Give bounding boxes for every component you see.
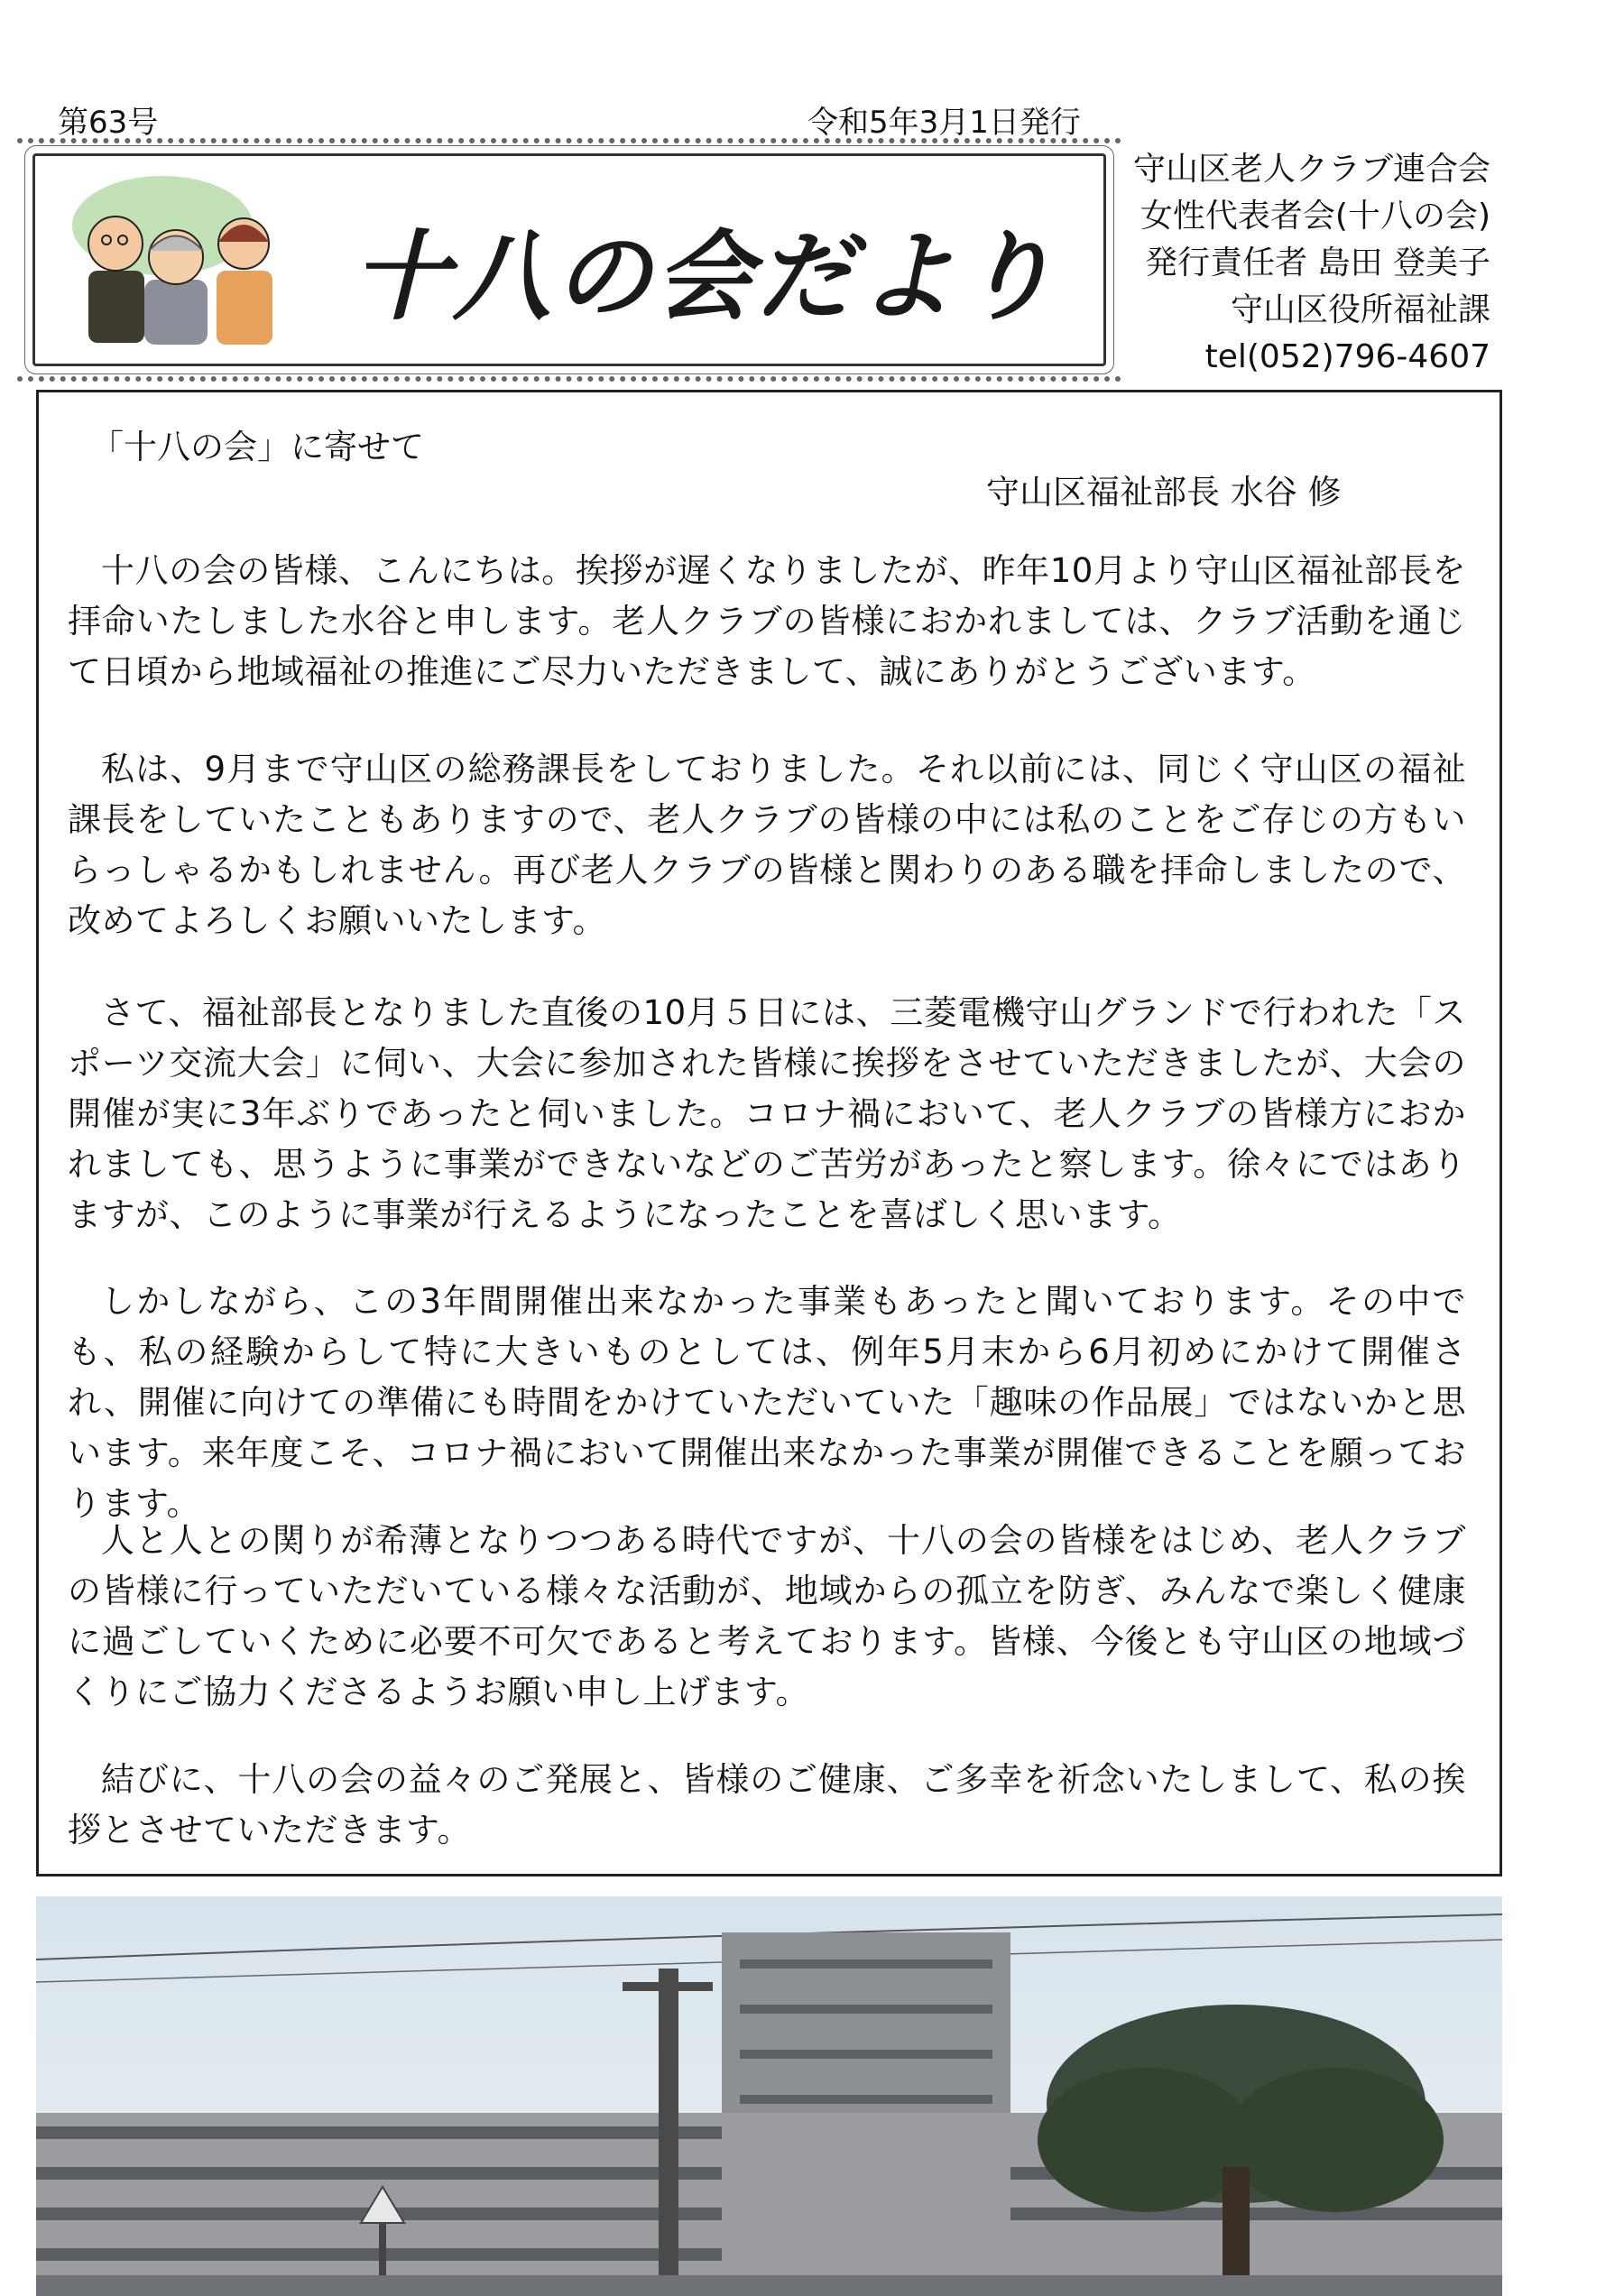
- letter-paragraph: しかしながら、この3年間開催出来なかった事業もあったと聞いております。その中でも、私の経験からして特に大きいものとしては、例年5月末から6月初めにかけて開催され、開催に向けての準備にも時間をかけていただいていた「趣味の作品展」ではないかと思います。来年度こそ、コロナ禍において開催出来なかった事業が開催できることを願っております。: [68, 1282, 1466, 1523]
- letter-heading: 「十八の会」に寄せて: [90, 428, 424, 466]
- letter-paragraph: 結びに、十八の会の益々のご発展と、皆様のご健康、ご多幸を祈念いたしまして、私の挨拶とさせていただきます。: [68, 1760, 1466, 1849]
- letter-paragraph: 十八の会の皆様、こんにちは。挨拶が遅くなりましたが、昨年10月より守山区福祉部長を拝命いたしました水谷と申します。老人クラブの皆様におかれましては、クラブ活動を通じて日頃から地域福祉の推進にご尽力いただきまして、誠にありがとうございます。: [68, 551, 1466, 691]
- issue-date: 令和5年3月1日発行: [807, 105, 1081, 141]
- seniors-illustration: [63, 171, 289, 352]
- publisher: 発行責任者 島田 登美子: [1145, 244, 1490, 281]
- office: 守山区役所福祉課: [1230, 291, 1490, 328]
- letter-paragraph: 人と人との関りが希薄となりつつある時代ですが、十八の会の皆様をはじめ、老人クラブの皆様に行っていただいている様々な活動が、地域からの孤立を防ぎ、みんなで楽しく健康に過ごしていくために必要不可欠であると考えております。皆様、今後とも守山区の地域づくりにご協力くださるようお願い申し上げます。: [68, 1521, 1466, 1711]
- newsletter-title: 十八の会だより: [352, 221, 1060, 334]
- letter-author: 守山区福祉部長 水谷 修: [986, 473, 1342, 512]
- phone-number: tel(052)796-4607: [1204, 338, 1490, 375]
- org-name: 守山区老人クラブ連合会: [1132, 151, 1490, 188]
- ward-office-photo: [36, 1896, 1502, 2296]
- letter-paragraph: さて、福祉部長となりました直後の10月５日には、三菱電機守山グランドで行われた「スポーツ交流大会」に伺い、大会に参加された皆様に挨拶をさせていただきましたが、大会の開催が実に3年ぶりであったと伺いました。コロナ禍において、老人クラブの皆様方におかれましても、思うように事業ができないなどのご苦労があったと察します。徐々にではありますが、このように事業が行えるようになったことを喜ばしく思います。: [68, 993, 1466, 1234]
- org-subgroup: 女性代表者会(十八の会): [1140, 198, 1490, 235]
- letter-paragraph: 私は、9月まで守山区の総務課長をしておりました。それ以前には、同じく守山区の福祉課長をしていたこともありますので、老人クラブの皆様の中には私のことをご存じの方もいらっしゃるかもしれません。再び老人クラブの皆様と関わりのある職を拝命しましたので、改めてよろしくお願いいたします。: [68, 750, 1466, 940]
- issue-number: 第63号: [58, 105, 159, 141]
